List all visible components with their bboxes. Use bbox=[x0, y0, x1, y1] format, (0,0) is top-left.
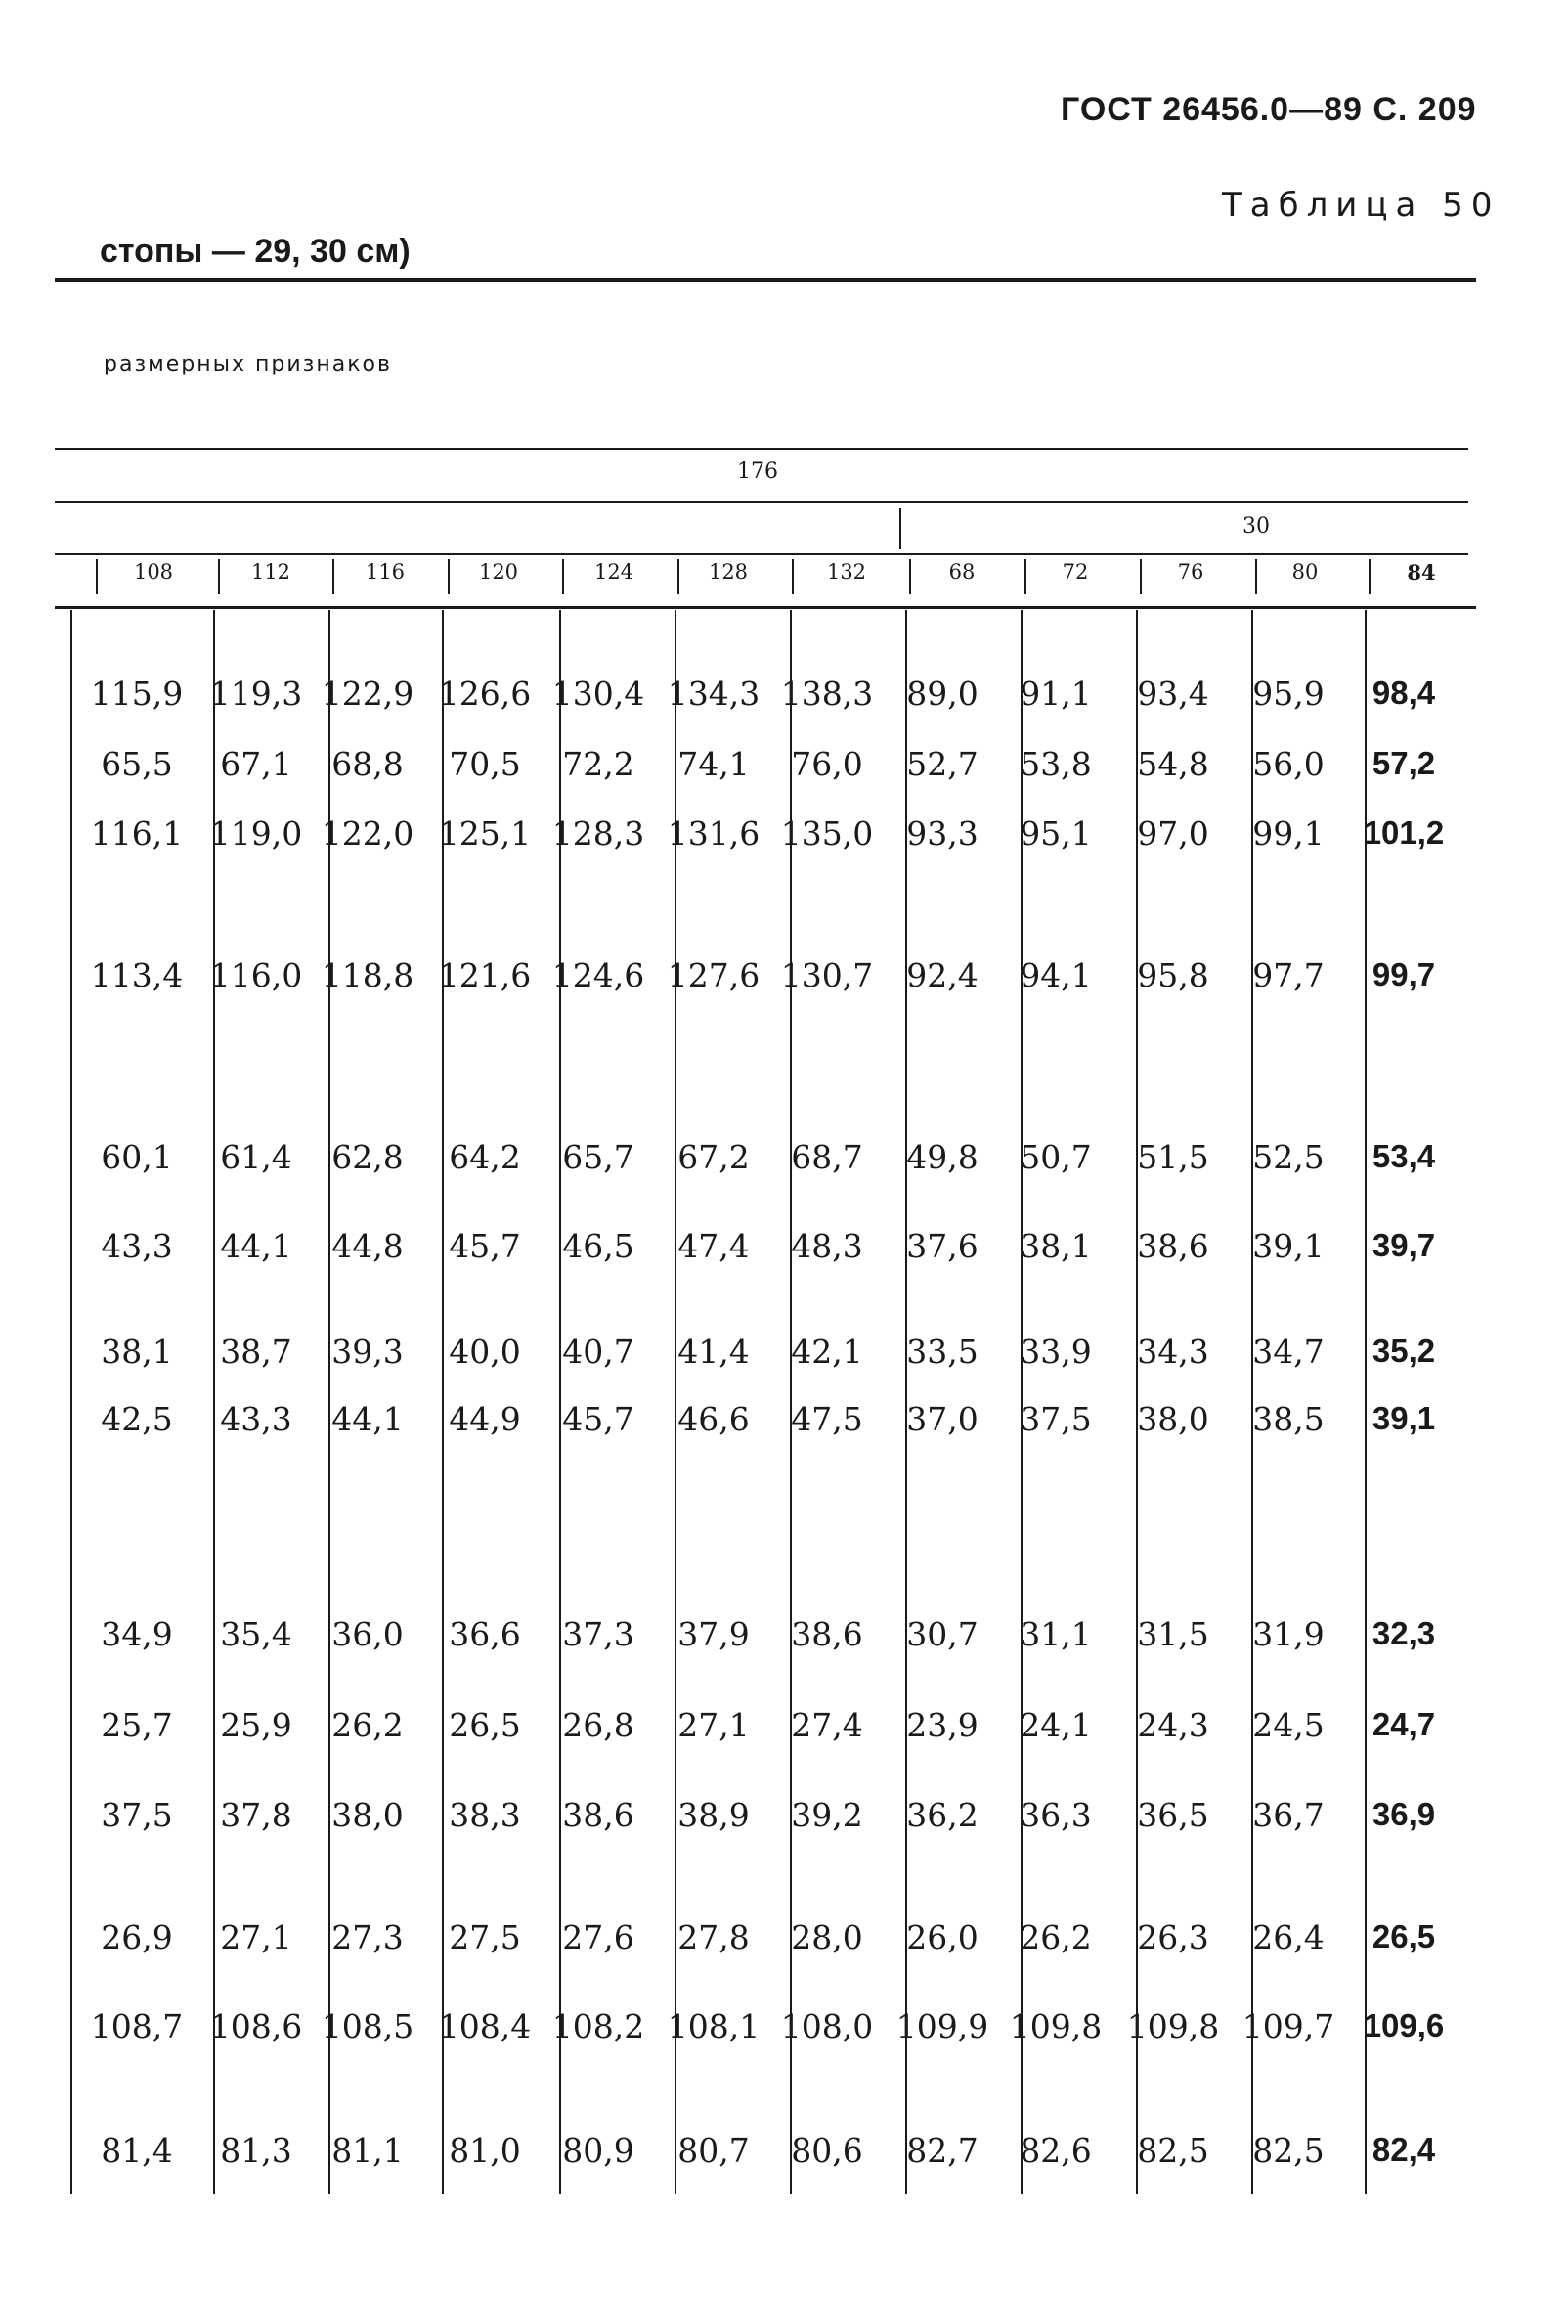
table-cell: 38,9 bbox=[677, 1796, 750, 1834]
header-tick bbox=[562, 559, 564, 594]
table-rule-3 bbox=[55, 553, 1468, 555]
header-tick bbox=[1140, 559, 1142, 594]
standard-header: ГОСТ 26456.0—89 С. 209 bbox=[1061, 91, 1477, 128]
table-cell: 89,0 bbox=[906, 675, 979, 713]
table-cell: 72,2 bbox=[562, 745, 634, 783]
column-header: 132 bbox=[826, 560, 867, 584]
table-cell: 39,2 bbox=[791, 1796, 863, 1834]
table-cell: 38,0 bbox=[331, 1796, 404, 1834]
table-cell: 131,6 bbox=[667, 814, 761, 853]
table-cell: 82,5 bbox=[1252, 2131, 1325, 2170]
table-cell: 121,6 bbox=[438, 956, 532, 994]
table-cell: 26,3 bbox=[1137, 1918, 1209, 1956]
column-header: 76 bbox=[1177, 560, 1204, 584]
table-cell: 51,5 bbox=[1137, 1138, 1209, 1176]
table-cell: 94,1 bbox=[1020, 956, 1092, 994]
table-cell: 31,1 bbox=[1020, 1615, 1092, 1653]
table-cell: 37,6 bbox=[906, 1227, 979, 1265]
header-tick bbox=[792, 559, 794, 594]
table-cell: 109,9 bbox=[895, 2007, 989, 2045]
table-cell: 134,3 bbox=[667, 675, 761, 713]
table-cell: 80,9 bbox=[562, 2131, 634, 2170]
table-cell: 99,7 bbox=[1372, 956, 1436, 992]
table-cell: 37,0 bbox=[906, 1400, 979, 1438]
table-cell: 27,5 bbox=[449, 1918, 521, 1956]
column-header: 128 bbox=[708, 560, 749, 584]
table-cell: 45,7 bbox=[449, 1227, 521, 1265]
table-cell: 34,3 bbox=[1137, 1333, 1209, 1371]
table-cell: 108,0 bbox=[780, 2007, 874, 2045]
table-cell: 36,6 bbox=[449, 1615, 521, 1653]
table-cell: 44,9 bbox=[449, 1400, 521, 1438]
table-cell: 36,0 bbox=[331, 1615, 404, 1653]
table-cell: 80,6 bbox=[791, 2131, 863, 2170]
table-cell: 30,7 bbox=[906, 1615, 979, 1653]
table-cell: 38,7 bbox=[220, 1333, 292, 1371]
table-cell: 43,3 bbox=[101, 1227, 173, 1265]
header-tick bbox=[1024, 559, 1026, 594]
table-cell: 81,4 bbox=[101, 2131, 173, 2170]
table-cell: 44,8 bbox=[331, 1227, 404, 1265]
table-cell: 36,5 bbox=[1137, 1796, 1209, 1834]
table-cell: 35,2 bbox=[1372, 1333, 1436, 1369]
table-cell: 54,8 bbox=[1137, 745, 1209, 783]
table-cell: 26,2 bbox=[1020, 1918, 1092, 1956]
table-cell: 76,0 bbox=[791, 745, 863, 783]
table-rule-4 bbox=[55, 606, 1476, 609]
table-cell: 37,5 bbox=[101, 1796, 173, 1834]
top-rule bbox=[55, 278, 1476, 282]
table-cell: 33,9 bbox=[1020, 1333, 1092, 1371]
table-cell: 32,3 bbox=[1372, 1615, 1436, 1651]
table-cell: 109,7 bbox=[1241, 2007, 1335, 2045]
table-cell: 26,2 bbox=[331, 1706, 404, 1744]
table-cell: 26,0 bbox=[906, 1918, 979, 1956]
table-cell: 61,4 bbox=[220, 1138, 292, 1176]
table-cell: 60,1 bbox=[101, 1138, 173, 1176]
table-cell: 35,4 bbox=[220, 1615, 292, 1653]
table-cell: 119,0 bbox=[209, 814, 303, 853]
table-cell: 138,3 bbox=[780, 675, 874, 713]
height-group-label: 176 bbox=[737, 460, 778, 484]
table-cell: 25,9 bbox=[220, 1706, 292, 1744]
table-cell: 37,9 bbox=[677, 1615, 750, 1653]
table-cell: 38,3 bbox=[449, 1796, 521, 1834]
table-cell: 26,5 bbox=[1372, 1918, 1436, 1954]
column-header: 80 bbox=[1291, 560, 1319, 584]
table-cell: 97,7 bbox=[1252, 956, 1325, 994]
column-header: 108 bbox=[133, 560, 174, 584]
table-cell: 47,4 bbox=[677, 1227, 750, 1265]
table-cell: 116,1 bbox=[90, 814, 184, 853]
table-cell: 65,7 bbox=[562, 1138, 634, 1176]
table-cell: 109,8 bbox=[1126, 2007, 1220, 2045]
table-cell: 113,4 bbox=[90, 956, 184, 994]
table-cell: 81,1 bbox=[331, 2131, 404, 2170]
table-cell: 108,2 bbox=[551, 2007, 645, 2045]
table-cell: 118,8 bbox=[321, 956, 414, 994]
table-cell: 116,0 bbox=[209, 956, 303, 994]
table-cell: 37,3 bbox=[562, 1615, 634, 1653]
table-cell: 108,4 bbox=[438, 2007, 532, 2045]
table-cell: 31,9 bbox=[1252, 1615, 1325, 1653]
table-cell: 37,8 bbox=[220, 1796, 292, 1834]
table-cell: 70,5 bbox=[449, 745, 521, 783]
foot-size-caption: стопы — 29, 30 см) bbox=[100, 233, 411, 270]
table-cell: 81,3 bbox=[220, 2131, 292, 2170]
table-cell: 45,7 bbox=[562, 1400, 634, 1438]
table-cell: 42,1 bbox=[791, 1333, 863, 1371]
table-cell: 67,2 bbox=[677, 1138, 750, 1176]
column-header: 124 bbox=[593, 560, 634, 584]
table-cell: 27,6 bbox=[562, 1918, 634, 1956]
table-cell: 26,5 bbox=[449, 1706, 521, 1744]
table-cell: 82,7 bbox=[906, 2131, 979, 2170]
table-cell: 130,4 bbox=[551, 675, 645, 713]
table-cell: 108,6 bbox=[209, 2007, 303, 2045]
table-cell: 39,1 bbox=[1372, 1400, 1436, 1436]
table-cell: 52,5 bbox=[1252, 1138, 1325, 1176]
table-cell: 39,1 bbox=[1252, 1227, 1325, 1265]
table-cell: 108,5 bbox=[321, 2007, 414, 2045]
table-cell: 47,5 bbox=[791, 1400, 863, 1438]
table-cell: 53,8 bbox=[1020, 745, 1092, 783]
column-header: 120 bbox=[478, 560, 519, 584]
foot-group-label: 30 bbox=[1242, 514, 1270, 539]
table-cell: 36,9 bbox=[1372, 1796, 1436, 1832]
table-cell: 27,3 bbox=[331, 1918, 404, 1956]
table-cell: 26,4 bbox=[1252, 1918, 1325, 1956]
table-cell: 65,5 bbox=[101, 745, 173, 783]
table-rule-2 bbox=[55, 501, 1468, 503]
table-rule-top bbox=[55, 448, 1468, 450]
table-cell: 40,0 bbox=[449, 1333, 521, 1371]
table-cell: 68,8 bbox=[331, 745, 404, 783]
table-cell: 40,7 bbox=[562, 1333, 634, 1371]
header-tick bbox=[96, 559, 98, 594]
table-cell: 36,7 bbox=[1252, 1796, 1325, 1834]
table-cell: 135,0 bbox=[780, 814, 874, 853]
table-cell: 125,1 bbox=[438, 814, 532, 853]
table-cell: 56,0 bbox=[1252, 745, 1325, 783]
table-cell: 95,8 bbox=[1137, 956, 1209, 994]
header-tick bbox=[448, 559, 450, 594]
table-cell: 122,9 bbox=[321, 675, 414, 713]
header-tick bbox=[1369, 559, 1371, 594]
table-cell: 128,3 bbox=[551, 814, 645, 853]
table-cell: 99,1 bbox=[1252, 814, 1325, 853]
table-cell: 38,5 bbox=[1252, 1400, 1325, 1438]
header-tick bbox=[1255, 559, 1257, 594]
subtitle: размерных признаков bbox=[104, 352, 392, 376]
column-header: 112 bbox=[250, 560, 291, 584]
table-cell: 108,7 bbox=[90, 2007, 184, 2045]
table-label: Таблица 50 bbox=[1222, 186, 1501, 225]
table-cell: 82,5 bbox=[1137, 2131, 1209, 2170]
table-cell: 74,1 bbox=[677, 745, 750, 783]
table-cell: 38,0 bbox=[1137, 1400, 1209, 1438]
column-line bbox=[70, 610, 72, 2194]
header-tick bbox=[332, 559, 334, 594]
table-cell: 24,1 bbox=[1020, 1706, 1092, 1744]
table-cell: 46,6 bbox=[677, 1400, 750, 1438]
table-cell: 41,4 bbox=[677, 1333, 750, 1371]
table-cell: 52,7 bbox=[906, 745, 979, 783]
column-header: 68 bbox=[948, 560, 976, 584]
table-cell: 39,7 bbox=[1372, 1227, 1436, 1263]
table-cell: 109,8 bbox=[1009, 2007, 1103, 2045]
table-cell: 33,5 bbox=[906, 1333, 979, 1371]
table-cell: 24,5 bbox=[1252, 1706, 1325, 1744]
table-cell: 24,7 bbox=[1372, 1706, 1436, 1742]
column-header: 116 bbox=[365, 560, 406, 584]
table-cell: 81,0 bbox=[449, 2131, 521, 2170]
table-cell: 95,1 bbox=[1020, 814, 1092, 853]
table-cell: 38,1 bbox=[101, 1333, 173, 1371]
column-header: 84 bbox=[1407, 560, 1436, 585]
table-cell: 44,1 bbox=[331, 1400, 404, 1438]
table-cell: 38,1 bbox=[1020, 1227, 1092, 1265]
table-cell: 101,2 bbox=[1363, 814, 1445, 851]
table-cell: 53,4 bbox=[1372, 1138, 1436, 1174]
table-cell: 38,6 bbox=[791, 1615, 863, 1653]
table-cell: 50,7 bbox=[1020, 1138, 1092, 1176]
table-cell: 108,1 bbox=[667, 2007, 761, 2045]
table-cell: 127,6 bbox=[667, 956, 761, 994]
table-cell: 98,4 bbox=[1372, 675, 1436, 711]
table-cell: 126,6 bbox=[438, 675, 532, 713]
table-cell: 42,5 bbox=[101, 1400, 173, 1438]
group-divider bbox=[899, 508, 901, 549]
table-cell: 44,1 bbox=[220, 1227, 292, 1265]
table-cell: 24,3 bbox=[1137, 1706, 1209, 1744]
header-tick bbox=[218, 559, 220, 594]
table-cell: 34,7 bbox=[1252, 1333, 1325, 1371]
table-cell: 26,8 bbox=[562, 1706, 634, 1744]
table-cell: 25,7 bbox=[101, 1706, 173, 1744]
table-cell: 26,9 bbox=[101, 1918, 173, 1956]
table-cell: 57,2 bbox=[1372, 745, 1436, 781]
table-cell: 92,4 bbox=[906, 956, 979, 994]
table-cell: 62,8 bbox=[331, 1138, 404, 1176]
table-cell: 38,6 bbox=[562, 1796, 634, 1834]
table-cell: 119,3 bbox=[209, 675, 303, 713]
table-cell: 34,9 bbox=[101, 1615, 173, 1653]
table-cell: 27,1 bbox=[220, 1918, 292, 1956]
table-cell: 43,3 bbox=[220, 1400, 292, 1438]
header-tick bbox=[677, 559, 679, 594]
table-cell: 39,3 bbox=[331, 1333, 404, 1371]
table-cell: 91,1 bbox=[1020, 675, 1092, 713]
table-cell: 93,4 bbox=[1137, 675, 1209, 713]
table-cell: 130,7 bbox=[780, 956, 874, 994]
table-cell: 67,1 bbox=[220, 745, 292, 783]
table-cell: 46,5 bbox=[562, 1227, 634, 1265]
table-cell: 109,6 bbox=[1363, 2007, 1445, 2043]
table-cell: 124,6 bbox=[551, 956, 645, 994]
table-cell: 27,4 bbox=[791, 1706, 863, 1744]
table-cell: 27,1 bbox=[677, 1706, 750, 1744]
header-tick bbox=[909, 559, 911, 594]
table-cell: 23,9 bbox=[906, 1706, 979, 1744]
table-cell: 37,5 bbox=[1020, 1400, 1092, 1438]
table-cell: 122,0 bbox=[321, 814, 414, 853]
table-cell: 82,4 bbox=[1372, 2131, 1436, 2168]
table-cell: 82,6 bbox=[1020, 2131, 1092, 2170]
table-cell: 95,9 bbox=[1252, 675, 1325, 713]
table-cell: 36,2 bbox=[906, 1796, 979, 1834]
table-cell: 48,3 bbox=[791, 1227, 863, 1265]
table-cell: 38,6 bbox=[1137, 1227, 1209, 1265]
table-cell: 49,8 bbox=[906, 1138, 979, 1176]
table-cell: 36,3 bbox=[1020, 1796, 1092, 1834]
table-cell: 80,7 bbox=[677, 2131, 750, 2170]
table-cell: 97,0 bbox=[1137, 814, 1209, 853]
table-cell: 93,3 bbox=[906, 814, 979, 853]
table-cell: 115,9 bbox=[90, 675, 184, 713]
table-cell: 68,7 bbox=[791, 1138, 863, 1176]
table-cell: 31,5 bbox=[1137, 1615, 1209, 1653]
table-cell: 28,0 bbox=[791, 1918, 863, 1956]
column-header: 72 bbox=[1062, 560, 1089, 584]
table-cell: 64,2 bbox=[449, 1138, 521, 1176]
table-cell: 27,8 bbox=[677, 1918, 750, 1956]
